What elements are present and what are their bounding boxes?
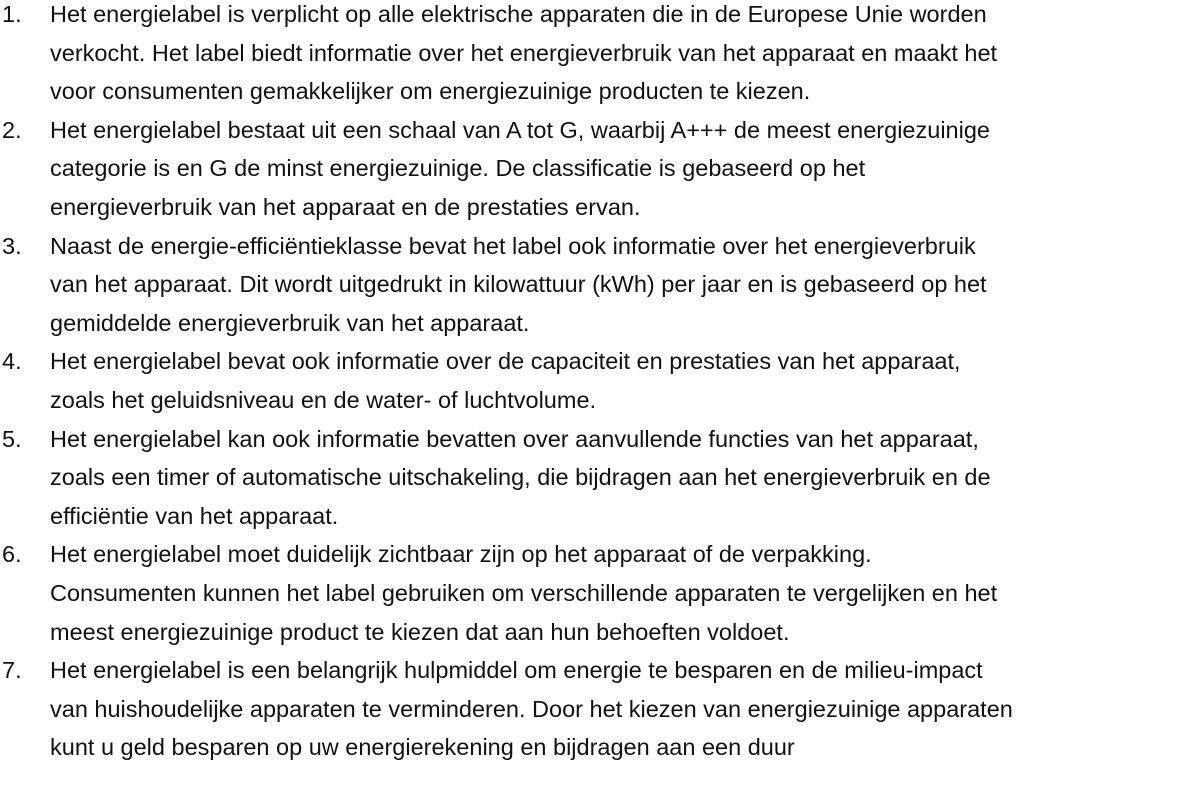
- list-item-text: [50, 651, 1200, 767]
- text-line: Het energielabel moet duidelijk zichtbaar zijn op het apparaat of de verpakking.: [50, 541, 872, 568]
- list-item-text: [50, 420, 1200, 536]
- list-item-number: 4.: [2, 348, 22, 375]
- list-item: [0, 0, 1200, 111]
- text-line: energieverbruik van het apparaat en de prestaties ervan.: [50, 193, 641, 220]
- list-item-text: [50, 111, 1200, 227]
- list-item-number: 6.: [2, 541, 22, 568]
- list-item-text: [50, 0, 1200, 111]
- list-item: [0, 651, 1200, 767]
- text-line: verkocht. Het label biedt informatie over het energieverbruik van het apparaat en maakt het: [50, 39, 998, 66]
- text-line: Het energielabel is een belangrijk hulpmiddel om energie te besparen en de milieu-impact: [50, 657, 983, 684]
- text-line: zoals een timer of automatische uitschakeling, die bijdragen aan het energieverbruik en de: [50, 464, 991, 491]
- list-item: [0, 342, 1200, 419]
- list-item-number: 7.: [2, 657, 22, 684]
- list-item-text: [50, 535, 1200, 651]
- text-line: Het energielabel kan ook informatie bevatten over aanvullende functies van het apparaat,: [50, 425, 979, 452]
- list-item: [0, 227, 1200, 343]
- text-line: zoals het geluidsniveau en de water- of luchtvolume.: [50, 386, 597, 413]
- text-line: efficiëntie van het apparaat.: [50, 502, 339, 529]
- text-line: van huishoudelijke apparaten te verminderen. Door het kiezen van energiezuinige apparaten: [50, 695, 1013, 722]
- text-line: voor consumenten gemakkelijker om energiezuinige producten te kiezen.: [50, 78, 811, 105]
- list-item-number: 2.: [2, 116, 22, 143]
- text-line: Naast de energie-efficiëntieklasse bevat het label ook informatie over het energieverbruik: [50, 232, 976, 259]
- text-line: Het energielabel bevat ook informatie over de capaciteit en prestaties van het apparaat,: [50, 348, 961, 375]
- list-item-text: [50, 342, 1200, 419]
- text-line: kunt u geld besparen op uw energierekening en bijdragen aan een duur: [50, 734, 795, 761]
- list-item: [0, 420, 1200, 536]
- text-line: gemiddelde energieverbruik van het apparaat.: [50, 309, 530, 336]
- text-line: Het energielabel bestaat uit een schaal van A tot G, waarbij A+++ de meest energiezuinige: [50, 116, 990, 143]
- text-line: categorie is en G de minst energiezuinige. De classificatie is gebaseerd op het: [50, 155, 866, 182]
- text-line: Het energielabel is verplicht op alle elektrische apparaten die in de Europese Unie worden: [50, 1, 987, 27]
- list-item-text: [50, 227, 1200, 343]
- text-line: meest energiezuinige product te kiezen dat aan hun behoeften voldoet.: [50, 618, 790, 645]
- text-line: van het apparaat. Dit wordt uitgedrukt in kilowattuur (kWh) per jaar en is gebaseerd op het: [50, 271, 987, 298]
- list-item-number: 5.: [2, 425, 22, 452]
- list-item-number: 3.: [2, 232, 22, 259]
- list-item: [0, 111, 1200, 227]
- list-item-number: 1.: [2, 1, 22, 27]
- text-line: Consumenten kunnen het label gebruiken om verschillende apparaten te vergelijken en het: [50, 579, 998, 606]
- list-item: [0, 535, 1200, 651]
